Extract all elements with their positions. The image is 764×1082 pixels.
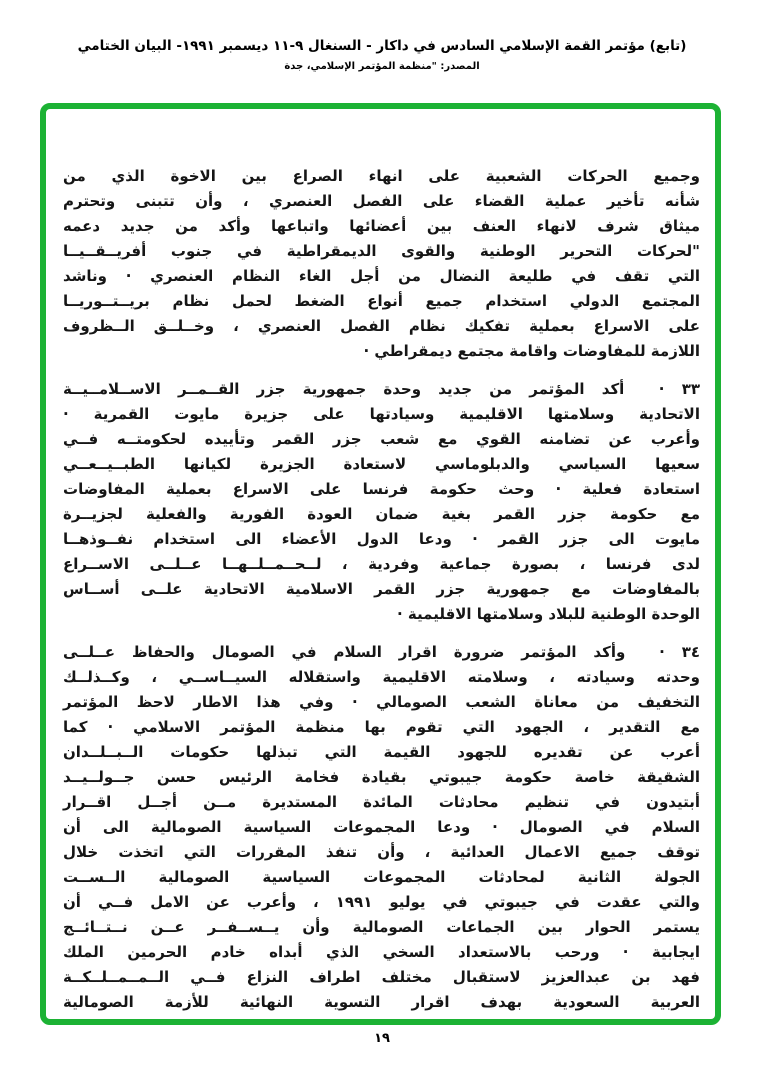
text-line: يستمر الحوار بين الجماعات الصومالية وأن يــســفــر عــن نــتــائــج bbox=[63, 918, 700, 936]
text-line: على الاسراع بعملية تفكيك نظام الفصل العنصري ، وخــلــق الــظروف bbox=[63, 317, 700, 335]
text-line: "لحركات التحرير الوطنية والقوى الديمقراطية في جنوب أفريــقــيــا bbox=[63, 242, 700, 260]
paragraph-continuation bbox=[63, 164, 700, 364]
text-line: والتي عقدت في جيبوتي في يوليو ١٩٩١ ، وأعرب عن الامل فــي أن bbox=[63, 893, 700, 911]
text-line: وجميع الحركات الشعبية على انهاء الصراع بين الاخوة الذي من bbox=[63, 167, 700, 185]
text-line: الوحدة الوطنية للبلاد وسلامتها الاقليمية · bbox=[397, 605, 700, 623]
text-line: التخفيف من معاناة الشعب الصومالي · وفي هذا الاطار لاحظ المؤتمر bbox=[63, 693, 700, 711]
document-title: (تابع) مؤتمر القمة الإسلامي السادس في داكار - السنغال ٩-١١ ديسمبر ١٩٩١- البيان الختامي bbox=[77, 38, 687, 54]
text-line: وحدته وسيادته ، وسلامته الاقليمية واستقلاله السيــاســي ، وكــذلــك bbox=[63, 668, 700, 686]
text-line: مع التقدير ، الجهود التي تقوم بها منظمة المؤتمر الاسلامي · كما bbox=[63, 718, 700, 736]
text-line: توقف جميع الاعمال العدائية ، وأن تنفذ المقررات التي اتخذت خلال bbox=[63, 843, 700, 861]
text-line: ٣٣ · أكد المؤتمر من جديد وحدة جمهورية جزر القــمــر الاســلامــيــة bbox=[63, 380, 700, 398]
document-header bbox=[0, 38, 764, 72]
text-line: بالمفاوضات مع جمهورية جزر القمر الاسلامية الاتحادية علــى أســاس bbox=[63, 580, 700, 598]
text-line: لدى فرنسا ، بصورة جماعية وفردية ، لــحــمــلــهــا عــلــى الاســراع bbox=[63, 555, 700, 573]
text-line: ميثاق شرف لانهاء العنف بين أعضائها واتباعها وأكد من جديد دعمه bbox=[63, 217, 700, 235]
text-line: ايجابية · ورحب بالاستعداد السخي الذي أبداه خادم الحرمين الملك bbox=[63, 943, 700, 961]
text-line: المجتمع الدولي استخدام جميع أنواع الضغط لحمل نظام بريــتــوريــا bbox=[63, 292, 700, 310]
text-line: مايوت الى جزر القمر · ودعا الدول الأعضاء الى استخدام نفــوذهــا bbox=[63, 530, 700, 548]
text-line: الجولة الثانية لمحادثات المجموعات السياسية الصومالية الــســت bbox=[63, 868, 700, 886]
text-line: سعيها السياسي والدبلوماسي لاستعادة الجزيرة لكيانها الطبــيــعــي bbox=[63, 455, 700, 473]
paragraph-34 bbox=[63, 640, 700, 1015]
text-line: أبتيدون في تنظيم محادثات المائدة المستديرة مــن أجــل اقــرار bbox=[63, 793, 700, 811]
text-line: وأعرب عن تضامنه القوي مع شعب جزر القمر وتأييده لحكومتــه فــي bbox=[63, 430, 700, 448]
text-line: الشقيقة خاصة حكومة جيبوتي بقيادة فخامة الرئيس حسن جــولــيــد bbox=[63, 768, 700, 786]
text-line: التي تقف في طليعة النضال من أجل الغاء النظام العنصري · وناشد bbox=[63, 267, 700, 285]
text-line: السلام في الصومال · ودعا المجموعات السياسية الصومالية الى أن bbox=[63, 818, 700, 836]
page-number: ١٩ bbox=[374, 1031, 390, 1046]
text-line: العربية السعودية بهدف اقرار التسوية النهائية للأزمة الصومالية bbox=[63, 993, 700, 1011]
paragraph-33 bbox=[63, 377, 700, 627]
text-line: مع حكومة جزر القمر بغية ضمان العودة الفورية والفعلية لجزيــرة bbox=[63, 505, 700, 523]
text-line: شأنه تأخير عملية القضاء على الفصل العنصري ، وأن تتبنى وتحترم bbox=[63, 192, 700, 210]
document-body bbox=[63, 164, 700, 1015]
document-source-line: المصدر: "منظمة المؤتمر الإسلامي، جدة bbox=[284, 61, 480, 72]
text-line: اللازمة للمفاوضات واقامة مجتمع ديمقراطي · bbox=[363, 342, 700, 360]
text-line: استعادة فعلية · وحث حكومة فرنسا على الاسراع بعملية المفاوضات bbox=[63, 480, 700, 498]
text-line: ٣٤ · وأكد المؤتمر ضرورة اقرار السلام في الصومال والحفاظ عــلــى bbox=[63, 643, 700, 661]
text-line: فهد بن عبدالعزيز لاستقبال مختلف اطراف النزاع فــي الــمــمــلــكــة bbox=[63, 968, 700, 986]
text-line: أعرب عن تقديره للجهود القيمة التي تبذلها حكومات الــبــلــدان bbox=[63, 743, 700, 761]
text-line: الاتحادية وسلامتها الاقليمية وسيادتها على جزيرة مايوت القمرية · bbox=[63, 405, 700, 423]
